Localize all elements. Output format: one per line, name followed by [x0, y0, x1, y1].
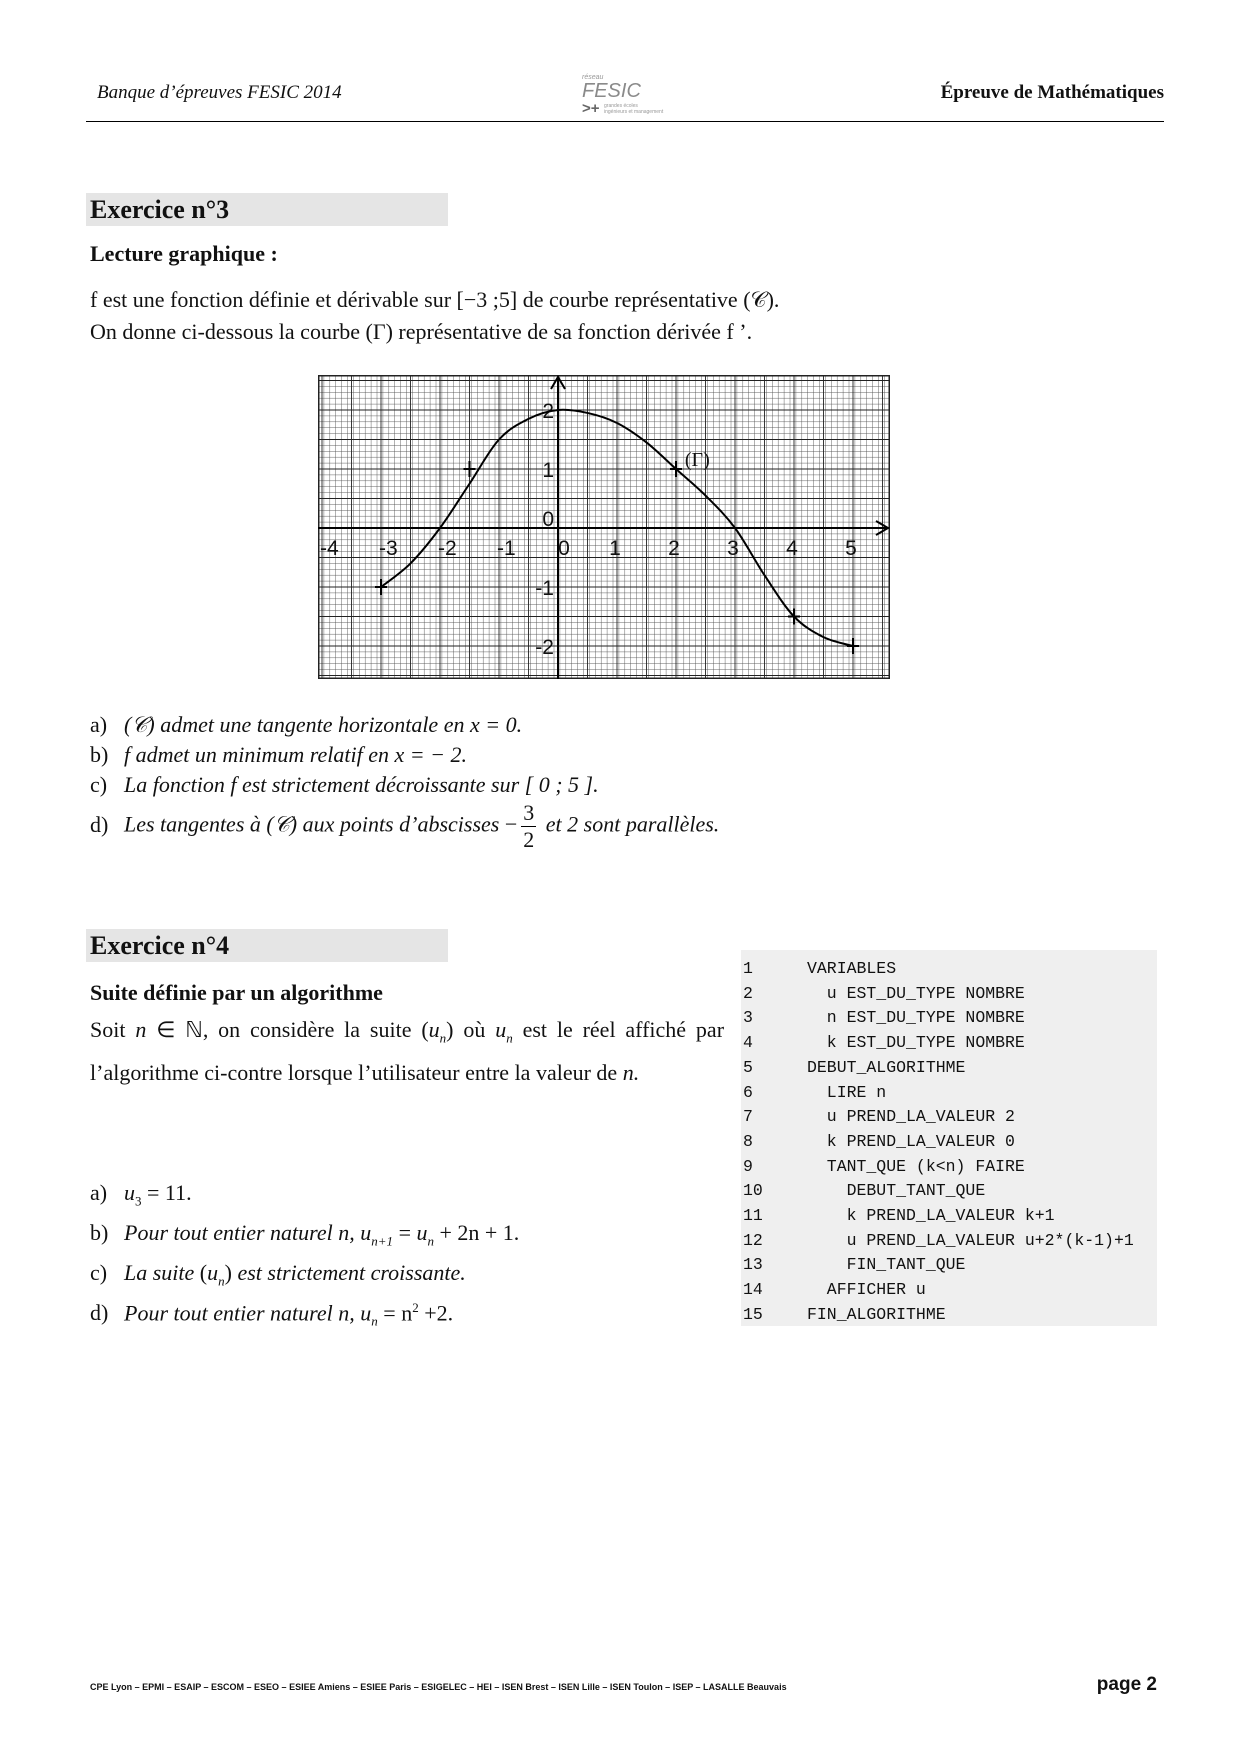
- code-line-text: DEBUT_TANT_QUE: [807, 1181, 986, 1201]
- code-line-number: 14: [743, 1280, 763, 1300]
- exercise-4-statement: Soit n ∈ ℕ, on considère la suite $(u_n)$ où $u_n$ est le réel affiché par l’algorithme ci-contre lorsque l’utilisateur entre la valeur de n.: [90, 1017, 725, 1086]
- code-line-text: FIN_ALGORITHME: [807, 1304, 946, 1324]
- exercise-3-title: Exercice n°3: [86, 193, 448, 226]
- exercise-3-statement-line-1: f est une fonction définie et dérivable sur [−3 ;5] de courbe représentative (𝒞).: [90, 287, 780, 312]
- code-line-text: k PREND_LA_VALEUR k+1: [807, 1206, 1055, 1225]
- svg-text:>+: >+: [582, 100, 600, 117]
- code-line-number: 9: [743, 1156, 753, 1176]
- exercise-3-statement-line-2: On donne ci-dessous la courbe (Γ) représentative de sa fonction dérivée f ’.: [90, 319, 753, 344]
- ex3-question-c: [90, 772, 599, 798]
- code-line-text: n EST_DU_TYPE NOMBRE: [807, 1008, 1025, 1028]
- ex3-question-a-label: a): [90, 712, 108, 737]
- code-line-text: u PREND_LA_VALEUR 2: [807, 1107, 1015, 1127]
- code-line-number: 12: [743, 1230, 763, 1250]
- logo-main: FESIC: [582, 80, 641, 102]
- ex3-question-d-text-before: Les tangentes à (𝒞) aux points d’abscisses: [124, 811, 500, 837]
- ex4-question-b: b) Pour tout entier naturel n, $u_{n+1} = u_n + 2n + 1$.: [90, 1220, 520, 1249]
- code-line-number: 11: [743, 1206, 763, 1225]
- code-line-number: 13: [743, 1255, 763, 1275]
- code-line-number: 15: [743, 1304, 763, 1324]
- code-line-number: 2: [743, 983, 753, 1003]
- y-tick-label: -1: [535, 577, 554, 600]
- code-line-number: 6: [743, 1082, 753, 1102]
- code-line-text: k EST_DU_TYPE NOMBRE: [807, 1033, 1025, 1053]
- y-tick-label: 1: [542, 459, 554, 482]
- fraction-numerator: 3: [523, 800, 535, 825]
- x-tick-label: 4: [786, 537, 798, 560]
- code-line-number: 7: [743, 1107, 753, 1127]
- header-exam-bank: Banque d’épreuves FESIC 2014: [97, 82, 342, 103]
- y-tick-label: 2: [542, 400, 554, 423]
- ex4-question-d: d) Pour tout entier naturel n, $u_n = n^2 +2$.: [90, 1300, 454, 1329]
- x-tick-label: -1: [497, 537, 516, 560]
- logo-sub2: ingénieurs et management: [604, 109, 664, 115]
- ex3-question-b-text: f admet un minimum relatif en x = − 2.: [124, 742, 467, 767]
- ex3-question-b: [90, 742, 467, 768]
- header-subject: Épreuve de Mathématiques: [940, 82, 1164, 103]
- code-line-number: 3: [743, 1008, 753, 1028]
- x-tick-label: -2: [438, 537, 457, 560]
- code-line-text: FIN_TANT_QUE: [807, 1255, 966, 1275]
- exercise-3-subtitle: Lecture graphique :: [90, 241, 278, 266]
- x-tick-label: -3: [379, 537, 398, 560]
- fesic-logo: [578, 70, 688, 120]
- code-line-number: 1: [743, 959, 753, 978]
- fraction-denominator: 2: [523, 827, 535, 852]
- code-line-number: 5: [743, 1057, 753, 1077]
- x-tick-label: 5: [845, 537, 857, 560]
- code-line-number: 4: [743, 1033, 753, 1053]
- footer-schools: CPE Lyon – EPMI – ESAIP – ESCOM – ESEO – ESIEE Amiens – ESIEE Paris – ESIGELEC – HEI – ISEN Brest – ISEN Lille – ISEN Toulon – ISEP – LASALLE Beauvais: [90, 1682, 787, 1692]
- code-line-text: u PREND_LA_VALEUR u+2*(k-1)+1: [807, 1230, 1134, 1250]
- algorithm-code-block: [741, 950, 1157, 1326]
- logo-top: réseau: [582, 74, 604, 81]
- ex3-question-c-text: La fonction f est strictement décroissante sur [ 0 ; 5 ].: [124, 772, 599, 797]
- code-line-number: 8: [743, 1131, 753, 1151]
- y-tick-label: 0: [542, 508, 554, 531]
- curve-label: (Γ): [684, 449, 710, 472]
- code-line-text: u EST_DU_TYPE NOMBRE: [807, 983, 1025, 1003]
- ex3-question-b-label: b): [90, 742, 109, 767]
- x-tick-label: 1: [609, 537, 621, 560]
- code-line-text: AFFICHER u: [807, 1280, 926, 1300]
- exercise-4-subtitle: Suite définie par un algorithme: [90, 980, 383, 1005]
- x-tick-label: -4: [320, 537, 339, 560]
- x-tick-label: 0: [558, 537, 570, 560]
- code-line-text: TANT_QUE (k<n) FAIRE: [807, 1156, 1025, 1176]
- minus-sign: −: [504, 811, 518, 837]
- code-line-text: LIRE n: [807, 1082, 887, 1102]
- ex3-question-c-label: c): [90, 772, 108, 797]
- chart-axes: [318, 377, 888, 679]
- x-tick-label: 3: [727, 537, 739, 560]
- derivative-graph: [318, 375, 890, 679]
- ex3-question-d-label: d): [90, 811, 109, 837]
- page-number: page 2: [1096, 1674, 1157, 1695]
- ex4-question-c: c) La suite $(u_n)$ est strictement croissante.: [90, 1260, 466, 1289]
- ex3-question-a-text: (𝒞) admet une tangente horizontale en x = 0.: [124, 712, 523, 737]
- ex3-question-d-text-after: et 2 sont parallèles.: [545, 811, 720, 837]
- x-tick-label: 2: [668, 537, 680, 560]
- code-line-text: DEBUT_ALGORITHME: [807, 1057, 966, 1077]
- ex3-question-d: [90, 800, 719, 853]
- ex4-question-a: a) $u_3 = 11$.: [90, 1180, 192, 1209]
- ex3-question-a: [90, 712, 522, 738]
- code-line-text: k PREND_LA_VALEUR 0: [807, 1131, 1015, 1151]
- code-line-number: 10: [743, 1181, 763, 1201]
- header-divider: [86, 121, 1164, 122]
- exercise-4-title: Exercice n°4: [86, 929, 448, 962]
- code-line-text: VARIABLES: [807, 959, 897, 978]
- logo-sub1: grandes écoles: [604, 103, 638, 109]
- fraction-three-halves: [521, 800, 536, 853]
- y-tick-label: -2: [535, 636, 554, 659]
